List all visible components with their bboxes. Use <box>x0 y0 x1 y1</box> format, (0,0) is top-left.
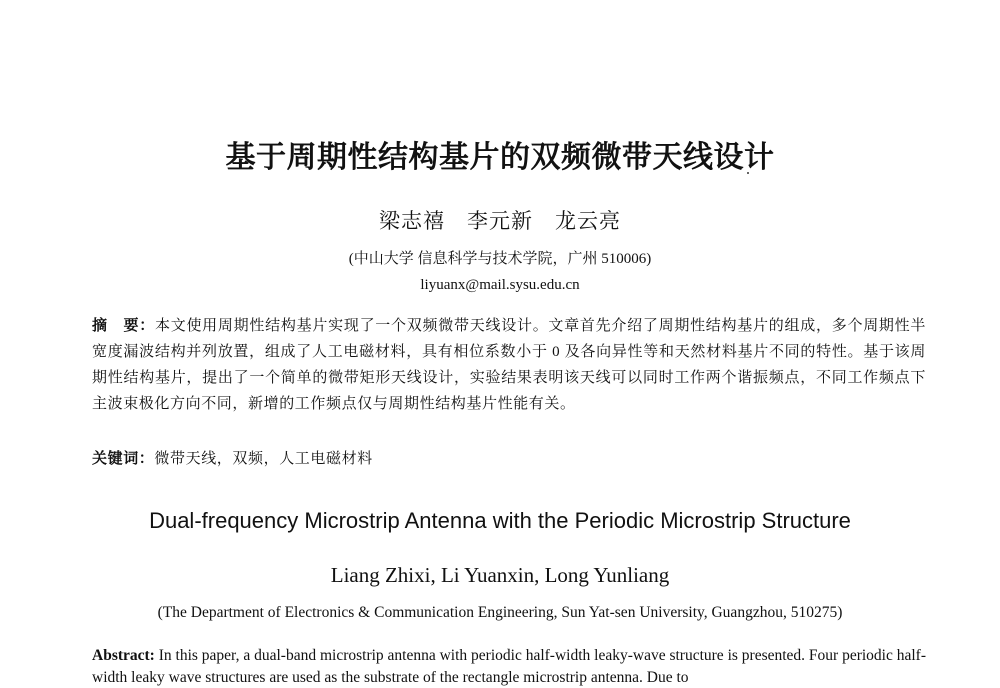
affiliation-en: (The Department of Electronics & Communication Engineering, Sun Yat-sen University, Guangzhou, 510275) <box>157 604 843 621</box>
keywords-cn-text: 微带天线，双频，人工电磁材料 <box>154 451 373 467</box>
abstract-cn-text: 本文使用周期性结构基片实现了一个双频微带天线设计。文章首先介绍了周期性结构基片的组成，多个周期性半宽度漏波结构并列放置，组成了人工电磁材料，具有相位系数小于 0 及各向异性等和天然材料基片不同的特性。基于该周期性结构基片，提出了一个简单的微带矩形天线设计，实验结果表明该天线可以同时工作两个谐振频点，不同工作频点下主波束极化方向不同，新增的工作频点仅与周期性结构基片性能有关。 <box>92 318 927 412</box>
abstract-en-text: In this paper, a dual-band microstrip antenna with periodic half-width leaky-wave structure is presented. Four periodic half-width leaky wave structures are used as the substrate of the rectangle microstrip antenna. Due to <box>92 647 926 686</box>
keywords-cn <box>92 447 926 468</box>
paper-title-en: Dual-frequency Microstrip Antenna with the Periodic Microstrip Structure <box>149 508 851 533</box>
paper-title-cn: 基于周期性结构基片的双频微带天线设计 <box>225 141 775 174</box>
authors-en: Liang Zhixi, Li Yuanxin, Long Yunliang <box>330 563 670 587</box>
abstract-cn <box>92 313 926 417</box>
abstract-en <box>92 645 926 688</box>
author-email: liyuanx@mail.sysu.edu.cn <box>420 277 580 293</box>
keywords-cn-label: 关键词： <box>92 451 155 467</box>
abstract-en-label: Abstract: <box>92 647 155 664</box>
authors-cn: 梁志禧 李元新 龙云亮 <box>379 209 621 233</box>
abstract-cn-label: 摘 要： <box>92 318 155 334</box>
affiliation-cn: (中山大学 信息科学与技术学院，广州 510006) <box>348 251 652 267</box>
